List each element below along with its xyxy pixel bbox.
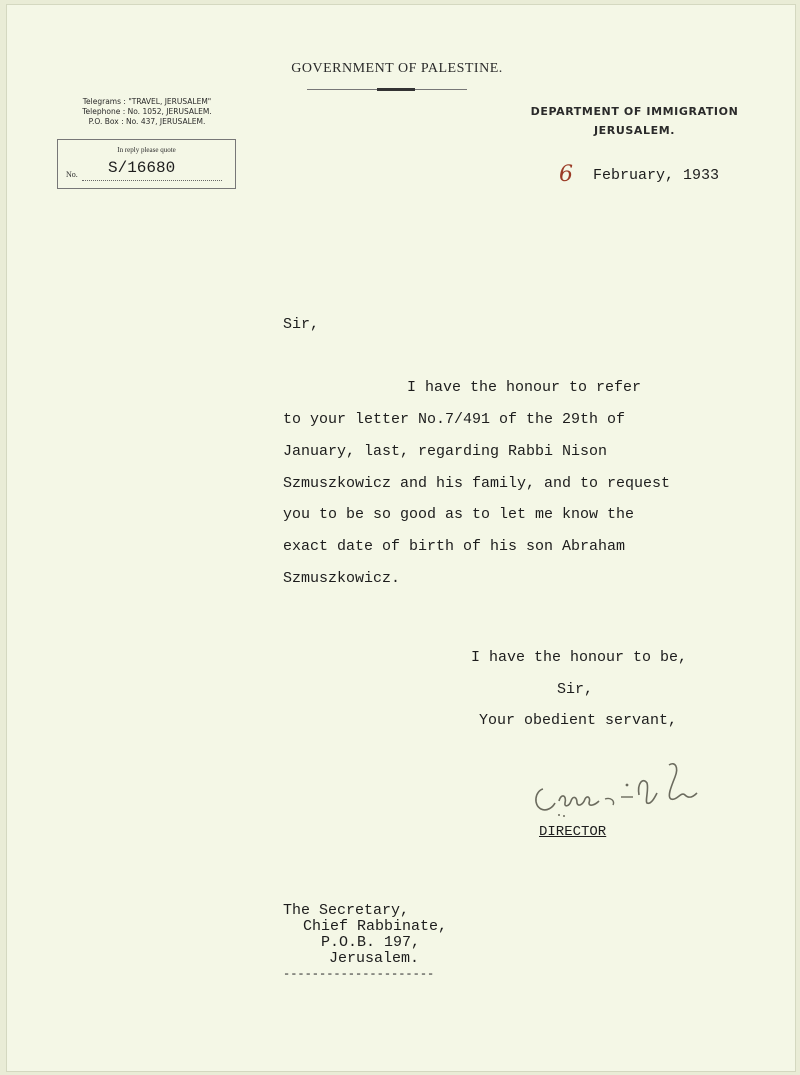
reference-number: S/16680 — [108, 159, 176, 177]
reference-dotted-line — [82, 180, 222, 181]
body-line: January, last, regarding Rabbi Nison — [283, 443, 608, 460]
reference-box — [57, 139, 236, 189]
closing-line: I have the honour to be, — [471, 649, 688, 666]
telephone-line: Telephone : No. 1052, JERUSALEM. — [82, 107, 212, 116]
closing-line: Sir, — [557, 681, 594, 698]
department-city: JERUSALEM. — [593, 124, 676, 137]
contact-block — [57, 97, 237, 127]
letter-date: February, 1933 — [593, 167, 720, 184]
department-block — [512, 102, 757, 140]
reference-no-label: No. — [66, 170, 78, 179]
salutation: Sir, — [283, 316, 320, 333]
signatory-title: DIRECTOR — [539, 824, 607, 840]
body-line: exact date of birth of his son Abraham — [283, 538, 626, 555]
addressee-line: The Secretary, — [283, 902, 410, 919]
po-box-line: P.O. Box : No. 437, JERUSALEM. — [88, 117, 206, 126]
addressee-line: Jerusalem. — [329, 950, 420, 967]
signature-mark — [529, 757, 709, 819]
addressee-underline: --------------------- — [283, 967, 435, 981]
closing-line: Your obedient servant, — [479, 712, 678, 729]
body-line: I have the honour to refer — [407, 379, 642, 396]
body-line: to your letter No.7/491 of the 29th of — [283, 411, 626, 428]
body-line: Szmuszkowicz. — [283, 570, 401, 587]
letter-page — [6, 4, 796, 1072]
handwritten-day: 6 — [559, 162, 573, 187]
addressee-line: P.O.B. 197, — [321, 934, 421, 951]
department-name: DEPARTMENT OF IMMIGRATION — [530, 105, 739, 118]
addressee-line: Chief Rabbinate, — [303, 918, 448, 935]
body-line: you to be so good as to let me know the — [283, 506, 635, 523]
body-line: Szmuszkowicz and his family, and to request — [283, 475, 671, 492]
reply-note: In reply please quote — [117, 146, 176, 154]
government-heading: GOVERNMENT OF PALESTINE. — [291, 61, 503, 76]
telegrams-line: Telegrams : "TRAVEL, JERUSALEM" — [82, 97, 212, 106]
heading-rule-mark — [377, 88, 415, 91]
